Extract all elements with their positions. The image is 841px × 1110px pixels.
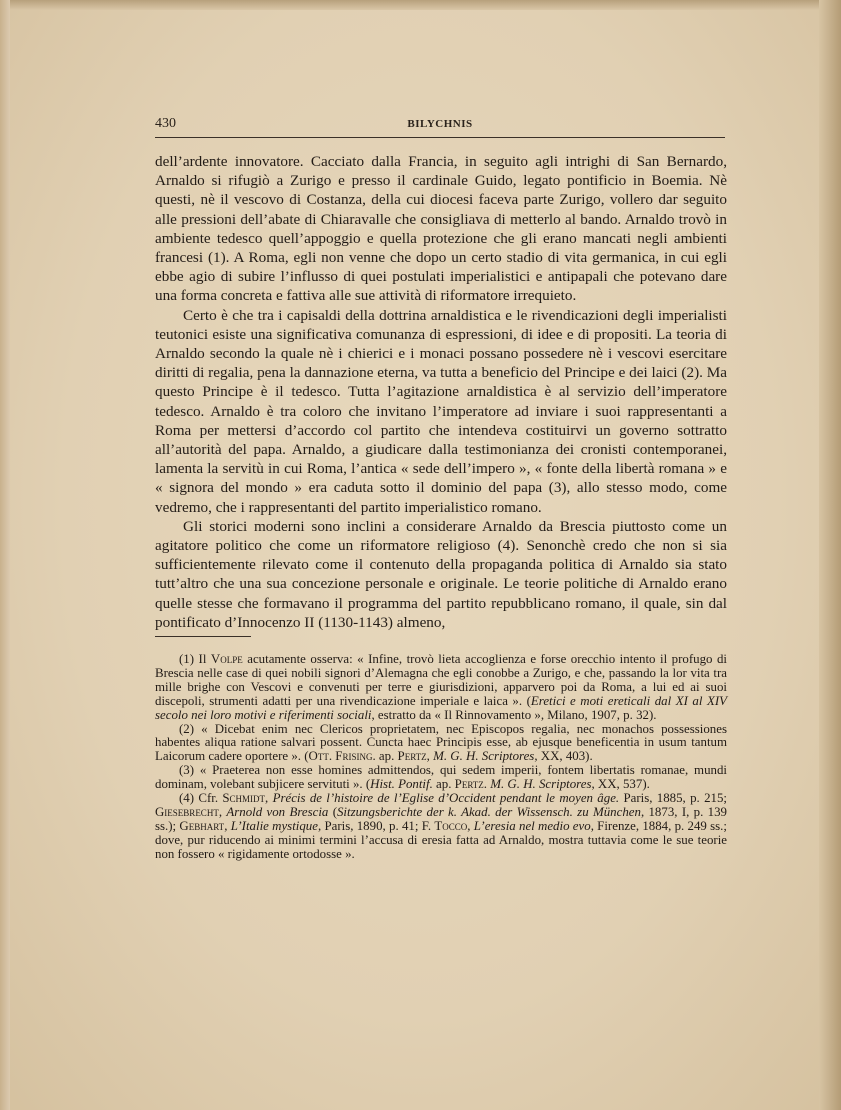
footnote-author: Schmidt	[222, 791, 266, 806]
footnote-2	[155, 723, 727, 765]
footnote-work-title: Précis de l’histoire de l’Eglise d’Occident pendant le moyen âge.	[272, 791, 620, 806]
footnote-4	[155, 792, 727, 862]
footnote-text: , estratto da « Il Rinnovamento », Milano, 1907, p. 32).	[371, 707, 657, 722]
paragraph: dell’ardente innovatore. Cacciato dalla Francia, in seguito agli intrighi di San Bernardo, Arnaldo si rifugiò a Zurigo e presso il cardinale Guido, legato pontificio in Boemia. Nè questi, nè il vescovo di Costanza, della cui diocesi faceva parte Zurigo, vollero dar seguito alle pressioni dell’abate di Chiaravalle che consigliava di metterlo al bando. Arnaldo trovò in ambiente tedesco quell’appoggio e quella protezione che gli erano mancati negli ambienti francesi (1). A Roma, egli non venne che dopo un certo stadio di vita germanica, in cui egli ebbe agio di subire l’influsso di quei postulati imperialistici e antipapali che potevano dare una forma concreta e fattiva alle sue attività di riformatore irrequieto.	[155, 153, 727, 305]
footnote-text: ,	[265, 791, 273, 806]
footnote-text: ,	[467, 818, 474, 833]
footnote-author: Pertz	[397, 749, 427, 764]
footnote-work-title: Hist. Pontif.	[370, 777, 433, 792]
page-left-edge	[0, 0, 10, 1110]
footnote-1	[155, 653, 727, 723]
header-rule	[155, 137, 725, 138]
footnote-text: (3) « Praeterea non esse homines admittendos, qui sedem imperii, fontem libertatis romanae, mundi dominam, volebant subjicere servituti ». (	[155, 763, 727, 792]
footnote-author: Ott. Frising.	[308, 749, 376, 764]
running-header	[155, 114, 725, 136]
footnotes	[155, 653, 727, 862]
footnote-text: ap.	[375, 749, 398, 764]
page-right-edge	[819, 0, 841, 1110]
footnote-author: Tocco	[434, 818, 468, 833]
footnote-text: ap.	[432, 777, 455, 792]
page-top-edge	[0, 0, 841, 10]
footnote-text: Paris, 1885, p. 215;	[619, 791, 727, 806]
paragraph: Certo è che tra i capisaldi della dottrina arnaldistica e le rivendicazioni degli imperialisti teutonici esiste una significativa comunanza di espressioni, di idee e di propositi. La teoria di Arnaldo secondo la quale nè i chierici e i monaci possano possedere nè i vescovi esercitare diritti di regalia, pena la dannazione eterna, va tutta a beneficio del Principe e dei laici (2). Ma questo Principe è il tedesco. Tutta l’agitazione arnaldistica è al servizio dell’imperatore tedesco. Arnaldo è tra coloro che invitano l’imperatore ad inviare i suoi rappresentanti a Roma per mettersi d’accordo col partito che intendeva costituirvi un governo sottratto all’autorità del papa. Arnaldo, a giudicare dalla testimonianza dei cronisti contemporanei, lamenta la servitù in cui Roma, l’antica « sede dell’impero », « fonte della libertà romana » e « signora del mondo » era caduta sotto il dominio del papa (3), allo stesso modo, come vedremo, che i rappresentanti del partito imperialistico romano.	[155, 306, 727, 516]
footnote-work-title: M. G. H. Scriptores	[490, 777, 592, 792]
footnote-work-title: M. G. H. Scriptores	[433, 749, 535, 764]
footnote-text: , XX, 403).	[534, 749, 593, 764]
paragraph: Gli storici moderni sono inclini a considerare Arnaldo da Brescia piuttosto come un agitatore politico che come un riformatore religioso (4). Senonchè credo che non si sia sufficientemente rilevato come il contenuto della propaganda politica di Arnaldo sia stato tutt’altro che una sua concezione personale e originale. Le teorie politiche di Arnaldo erano quelle stesse che formavano il programma del partito repubblicano romano, il quale, sin dal pontificato d’Innocenzo II (1130-1143) almeno,	[155, 517, 727, 631]
footnote-author: Giesebrecht	[155, 804, 219, 819]
footnote-text: (4) Cfr.	[179, 791, 223, 806]
footnote-separator	[155, 636, 251, 637]
footnote-3	[155, 764, 727, 792]
footnote-text: acutamente osserva: « Infine, trovò lieta accoglienza e forse orecchio intento il profugo di Brescia nelle case di quei nobili signori d’Alemagna che egli conobbe a Zurigo, e che, passando la lor vita tra mille brighe con Vescovi e convenuti per terre e giurisdizioni, apparvero poi da Roma, a lui ed ai suoi discepoli, strumenti adatti per una rivendicazione imperiale e laica ». (	[155, 652, 727, 708]
footnote-text: (1) Il	[179, 652, 211, 666]
footnote-work-title: Eretici e moti ereticali dal XI al XIV secolo nei loro motivi e riferimenti sociali	[155, 693, 727, 722]
footnote-text: .	[483, 777, 491, 792]
footnote-work-title: L’eresia nel medio evo	[473, 818, 591, 833]
running-title: BILYCHNIS	[407, 118, 473, 130]
footnote-text: , XX, 537).	[591, 777, 650, 792]
footnote-work-title: L’Italie mystique	[230, 818, 318, 833]
footnote-text: (	[328, 804, 337, 819]
footnote-author: Volpe	[210, 652, 243, 666]
page-number: 430	[155, 116, 176, 131]
footnote-work-title: Sitzungsberichte der k. Akad. der Wissensch. zu München	[336, 804, 641, 819]
footnote-text: ,	[218, 804, 227, 819]
footnote-text: ,	[426, 749, 434, 764]
footnote-author: Pertz	[454, 777, 484, 792]
footnote-work-title: Arnold von Brescia	[226, 804, 329, 819]
footnote-text: , 1873, I, p. 139 ss.);	[155, 804, 728, 833]
footnote-text: , Paris, 1890, p. 41; F.	[317, 818, 435, 833]
footnote-text: , Firenze, 1884, p. 249 ss.; dove, pur riducendo ai minimi termini l’accusa di eresia fatta ad Arnaldo, mostra tuttavia come le sue teorie non fossero « rigidamente ortodosse ».	[155, 818, 727, 861]
main-text	[155, 152, 727, 632]
footnote-author: Gebhart	[179, 818, 225, 833]
footnote-text: (2) « Dicebat enim nec Clericos proprietatem, nec Episcopos regalia, nec monachos possessiones habentes aliqua ratione salvari possent. Cuncta haec Principis esse, ab ejusque beneficentia in usum tantum Laicorum cadere oportere ». (	[155, 721, 727, 764]
footnote-text: ,	[224, 818, 231, 833]
